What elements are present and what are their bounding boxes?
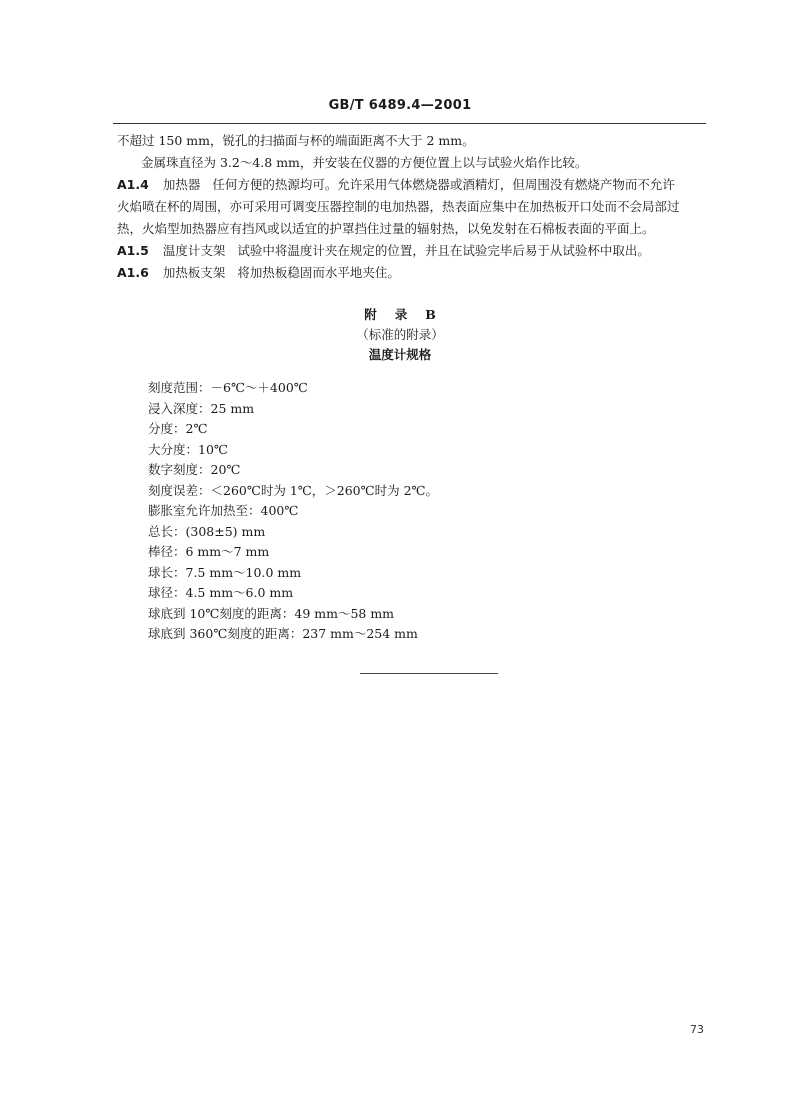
end-divider [360, 673, 498, 674]
spec-item: 大分度：10℃ [148, 441, 228, 457]
annex-heading [0, 305, 800, 365]
spec-item: 分度：2℃ [148, 421, 208, 436]
spec-item: 刻度误差：＜260℃时为 1℃，＞260℃时为 2℃。 [148, 482, 439, 498]
page-number: 73 [690, 1023, 704, 1036]
annex-subtitle: （标准的附录） [356, 327, 444, 342]
clause-a1-6 [117, 262, 717, 284]
spec-item: 棒径：6 mm～7 mm [148, 544, 270, 559]
clause-a1-4 [117, 174, 717, 196]
clause-text: 将加热板稳固而水平地夹住。 [237, 265, 400, 280]
clause-title: 温度计支架 [162, 243, 226, 258]
clause-title: 加热板支架 [162, 265, 226, 280]
spec-item: 膨胀室允许加热至：400℃ [148, 503, 299, 518]
spec-item: 球长：7.5 mm～10.0 mm [148, 564, 302, 580]
spec-item: 数字刻度：20℃ [148, 462, 241, 477]
clause-title: 加热器 [162, 177, 201, 192]
thermometer-specs-list [148, 378, 438, 645]
standard-code-header: GB/T 6489.4—2001 [328, 98, 472, 113]
spec-item: 球径：4.5 mm～6.0 mm [148, 585, 294, 600]
spec-item: 球底到 360℃刻度的距离：237 mm～254 mm [148, 626, 418, 641]
clause-text-line: 热，火焰型加热器应有挡风或以适宜的护罩挡住过量的辐射热，以免发射在石棉板表面的平面上。 [117, 221, 655, 236]
annex-title: 附录B [364, 307, 454, 322]
paragraph: 金属珠直径为 3.2～4.8 mm，并安装在仪器的方便位置上以与试验火焰作比较。 [141, 155, 588, 170]
spec-item: 浸入深度：25 mm [148, 400, 255, 416]
spec-item: 刻度范围：－6℃～＋400℃ [148, 380, 308, 395]
body-text [117, 130, 717, 284]
clause-number: A1.5 [117, 243, 149, 258]
clause-number: A1.6 [117, 265, 149, 280]
header-divider [113, 123, 706, 124]
clause-text: 任何方便的热源均可。允许采用气体燃烧器或酒精灯，但周围没有燃烧产物而不允许 [212, 177, 675, 192]
clause-text: 试验中将温度计夹在规定的位置，并且在试验完毕后易于从试验杯中取出。 [237, 243, 650, 258]
clause-a1-5 [117, 240, 717, 262]
spec-item: 球底到 10℃刻度的距离：49 mm～58 mm [148, 605, 395, 621]
clause-text-line: 火焰喷在杯的周围，亦可采用可调变压器控制的电加热器，热表面应集中在加热板开口处而不会局部过 [117, 199, 680, 214]
paragraph: 不超过 150 mm，锐孔的扫描面与杯的端面距离不大于 2 mm。 [117, 133, 475, 148]
annex-section-heading: 温度计规格 [368, 347, 432, 362]
spec-item: 总长：(308±5) mm [148, 523, 266, 539]
clause-number: A1.4 [117, 177, 149, 192]
